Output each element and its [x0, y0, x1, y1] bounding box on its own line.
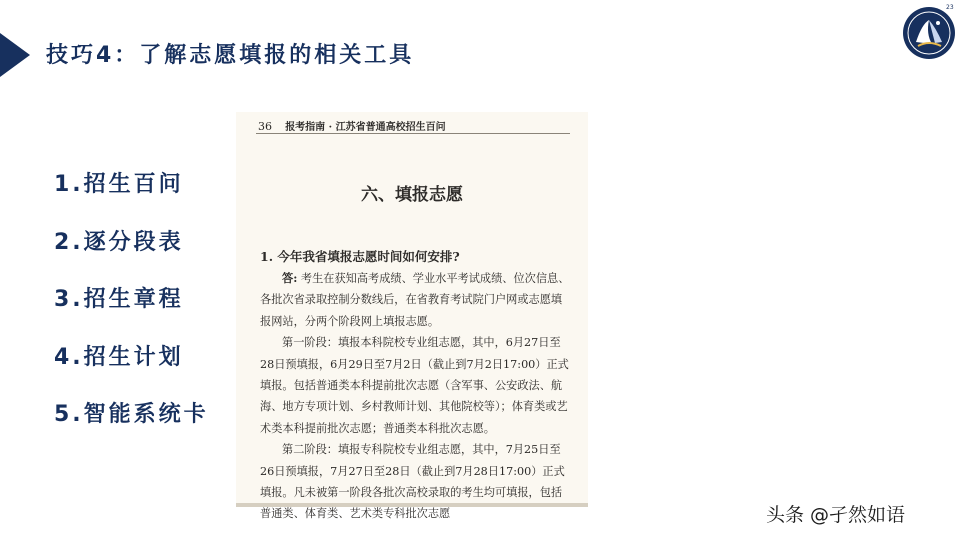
scan-body	[260, 268, 572, 525]
scan-answer	[260, 268, 572, 332]
scan-stage-1: 第一阶段：填报本科院校专业组志愿，其中，6月27日至28日预填报，6月29日至7月2日（截止到7月2日17:00）正式填报。包括普通类本科提前批次志愿（含军事、公安政法、航海、地方专项计划、乡村教师计划、其他院校等）；体育类或艺术类本科提前批次志愿；普通类本科批次志愿。	[260, 336, 569, 435]
scan-question: 1. 今年我省填报志愿时间如何安排?	[260, 249, 460, 264]
watermark: 头条 @孑然如语	[766, 504, 906, 526]
page-title: 技巧4：了解志愿填报的相关工具	[46, 43, 415, 68]
scan-stage-2: 第二阶段：填报专科院校专业组志愿，其中，7月25日至26日预填报，7月27日至28日（截止到7月28日17:00）正式填报。凡未被第一阶段各批次高校录取的考生均可填报，包括普通类、体育类、艺术类专科批次志愿	[260, 443, 565, 521]
tool-item-system-card: 5.智能系统卡	[54, 402, 209, 427]
scan-page-number: 36	[258, 120, 272, 133]
university-logo	[902, 6, 956, 60]
scan-bottom-edge	[236, 503, 588, 507]
logo-corner-text: 23	[946, 4, 954, 11]
scan-answer-label: 答:	[282, 271, 298, 285]
scan-answer-text: 考生在获知高考成绩、学业水平考试成绩、位次信息、各批次省录取控制分数线后，在省教育考试院门户网或志愿填报网站，分两个阶段网上填报志愿。	[260, 272, 570, 328]
scan-section-title: 六、填报志愿	[361, 185, 463, 205]
tool-item-zhangcheng: 3.招生章程	[54, 287, 184, 312]
tool-item-fenduan: 2.逐分段表	[54, 229, 184, 255]
tool-item-jihua: 4.招生计划	[54, 344, 184, 370]
scan-running-header	[258, 118, 446, 133]
scan-book-title: 报考指南 · 江苏省普通高校招生百问	[285, 122, 446, 133]
title-marker	[0, 33, 30, 77]
tool-item-baiwen: 1.招生百问	[54, 172, 184, 197]
tools-list	[54, 168, 209, 456]
scan-header-rule	[256, 133, 570, 134]
book-page-scan	[236, 112, 588, 521]
